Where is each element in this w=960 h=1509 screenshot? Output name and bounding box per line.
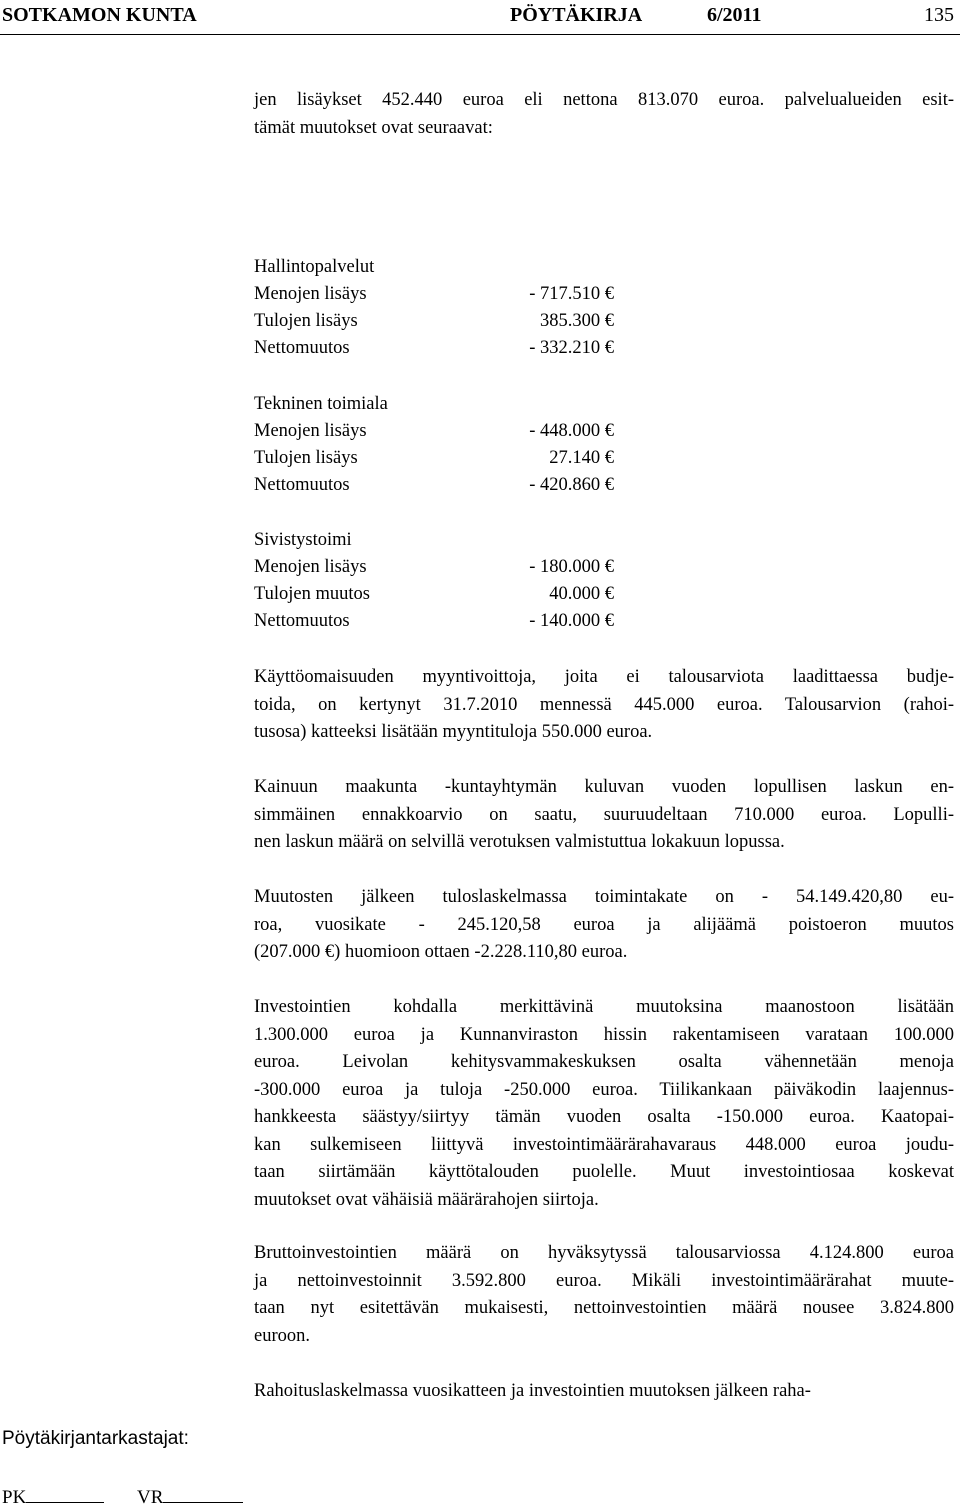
row-label: Tulojen lisäys xyxy=(254,311,358,331)
text-line: Kainuun maakunta -kuntayhtymän kuluvan vuoden lopullisen laskun en- xyxy=(254,777,954,797)
budget-row xyxy=(254,418,954,445)
budget-row xyxy=(254,472,954,499)
row-value: - 717.510 € xyxy=(529,284,614,304)
signature-initials: PK xyxy=(2,1487,27,1508)
row-label: Tulojen muutos xyxy=(254,584,370,604)
text-line: Käyttöomaisuuden myyntivoittoja, joita ei talousarviota laadittaessa budje- xyxy=(254,667,954,687)
signature-initials: VR xyxy=(137,1487,164,1508)
row-value: - 332.210 € xyxy=(529,338,614,358)
page-number: 135 xyxy=(924,4,954,26)
text-line: kan sulkemiseen liittyvä investointimäärärahavaraus 448.000 euroa joudu- xyxy=(254,1134,954,1155)
row-label: Menojen lisäys xyxy=(254,557,367,577)
page-header xyxy=(0,0,960,35)
text-line: toida, on kertynyt 31.7.2010 mennessä 445.000 euroa. Talousarvion (rahoi- xyxy=(254,694,954,715)
budget-row xyxy=(254,581,954,608)
paragraph-gross-investments xyxy=(254,1240,954,1350)
row-value: - 140.000 € xyxy=(529,611,614,631)
row-value: 40.000 € xyxy=(549,584,614,604)
text-line: nen laskun määrä on selvillä verotuksen valmistuttua lokakuun lopussa. xyxy=(254,832,785,852)
signature-pk xyxy=(2,1486,104,1509)
text-line: hankkeesta säästyy/siirtyy tämän vuoden osalta -150.000 euroa. Kaatopai- xyxy=(254,1107,954,1127)
document-number: 6/2011 xyxy=(707,4,762,26)
paragraph-financing xyxy=(254,1378,954,1406)
budget-row xyxy=(254,335,954,362)
text-line: Muutosten jälkeen tuloslaskelmassa toimintakate on - 54.149.420,80 eu- xyxy=(254,887,954,907)
text-line: tusosa) katteeksi lisätään myyntituloja 550.000 euroa. xyxy=(254,722,653,742)
row-label: Nettomuutos xyxy=(254,475,350,495)
text-line: ja nettoinvestoinnit 3.592.800 euroa. Mikäli investointimäärärahat muute- xyxy=(254,1270,954,1291)
document-type: PÖYTÄKIRJA xyxy=(510,4,643,26)
text-line: euroon. xyxy=(254,1325,310,1346)
signature-line xyxy=(163,1486,243,1503)
row-value: - 448.000 € xyxy=(529,421,614,441)
row-value: 27.140 € xyxy=(549,448,614,468)
row-label: Nettomuutos xyxy=(254,611,350,631)
section-title: Tekninen toimiala xyxy=(254,394,388,414)
signature-line xyxy=(26,1486,104,1503)
minutes-checkers-label: Pöytäkirjantarkastajat: xyxy=(2,1428,189,1449)
paragraph-kainuu xyxy=(254,774,954,857)
section-title: Hallintopalvelut xyxy=(254,257,375,277)
budget-row xyxy=(254,281,954,308)
text-line: Rahoituslaskelmassa vuosikatteen ja investointien muutoksen jälkeen raha- xyxy=(254,1381,811,1401)
text-line: 1.300.000 euroa ja Kunnanviraston hissin rakentamiseen varataan 100.000 xyxy=(254,1024,954,1045)
text-line: taan siirtämään käyttötalouden puolelle. Muut investointiosaa koskevat xyxy=(254,1162,954,1182)
paragraph-investments xyxy=(254,994,954,1214)
text-line: Bruttoinvestointien määrä on hyväksytyssä talousarviossa 4.124.800 euroa xyxy=(254,1243,954,1263)
text-line: euroa. Leivolan kehitysvammakeskuksen osalta vähennetään menoja xyxy=(254,1052,954,1072)
row-label: Menojen lisäys xyxy=(254,284,367,304)
text-line: Investointien kohdalla merkittävinä muutoksina maanostoon lisätään xyxy=(254,997,954,1017)
organization-name: SOTKAMON KUNTA xyxy=(2,4,197,26)
text-line: jen lisäykset 452.440 euroa eli nettona 813.070 euroa. palvelualueiden esit- xyxy=(254,90,954,110)
budget-row xyxy=(254,445,954,472)
paragraph-income-statement xyxy=(254,884,954,967)
row-label: Tulojen lisäys xyxy=(254,448,358,468)
budget-row xyxy=(254,308,954,335)
intro-paragraph xyxy=(254,87,954,142)
row-label: Nettomuutos xyxy=(254,338,350,358)
paragraph-asset-sales xyxy=(254,664,954,747)
row-value: 385.300 € xyxy=(540,311,614,331)
text-line: simmäinen ennakkoarvio on saatu, suuruudeltaan 710.000 euroa. Lopulli- xyxy=(254,804,954,825)
section-title: Sivistystoimi xyxy=(254,530,352,550)
text-line: (207.000 €) huomioon ottaen -2.228.110,80 euroa. xyxy=(254,942,628,962)
text-line: -300.000 euroa ja tuloja -250.000 euroa. Tiilikankaan päiväkodin laajennus- xyxy=(254,1079,954,1100)
budget-row xyxy=(254,608,954,635)
row-value: - 180.000 € xyxy=(529,557,614,577)
text-line: roa, vuosikate - 245.120,58 euroa ja alijäämä poistoeron muutos xyxy=(254,914,954,935)
row-label: Menojen lisäys xyxy=(254,421,367,441)
text-line: muutokset ovat vähäisiä määrärahojen siirtoja. xyxy=(254,1189,599,1210)
budget-row xyxy=(254,554,954,581)
text-line: taan nyt esitettävän mukaisesti, nettoinvestointien määrä nousee 3.824.800 xyxy=(254,1298,954,1318)
text-line: tämät muutokset ovat seuraavat: xyxy=(254,117,493,138)
signature-vr xyxy=(137,1486,243,1509)
row-value: - 420.860 € xyxy=(529,475,614,495)
